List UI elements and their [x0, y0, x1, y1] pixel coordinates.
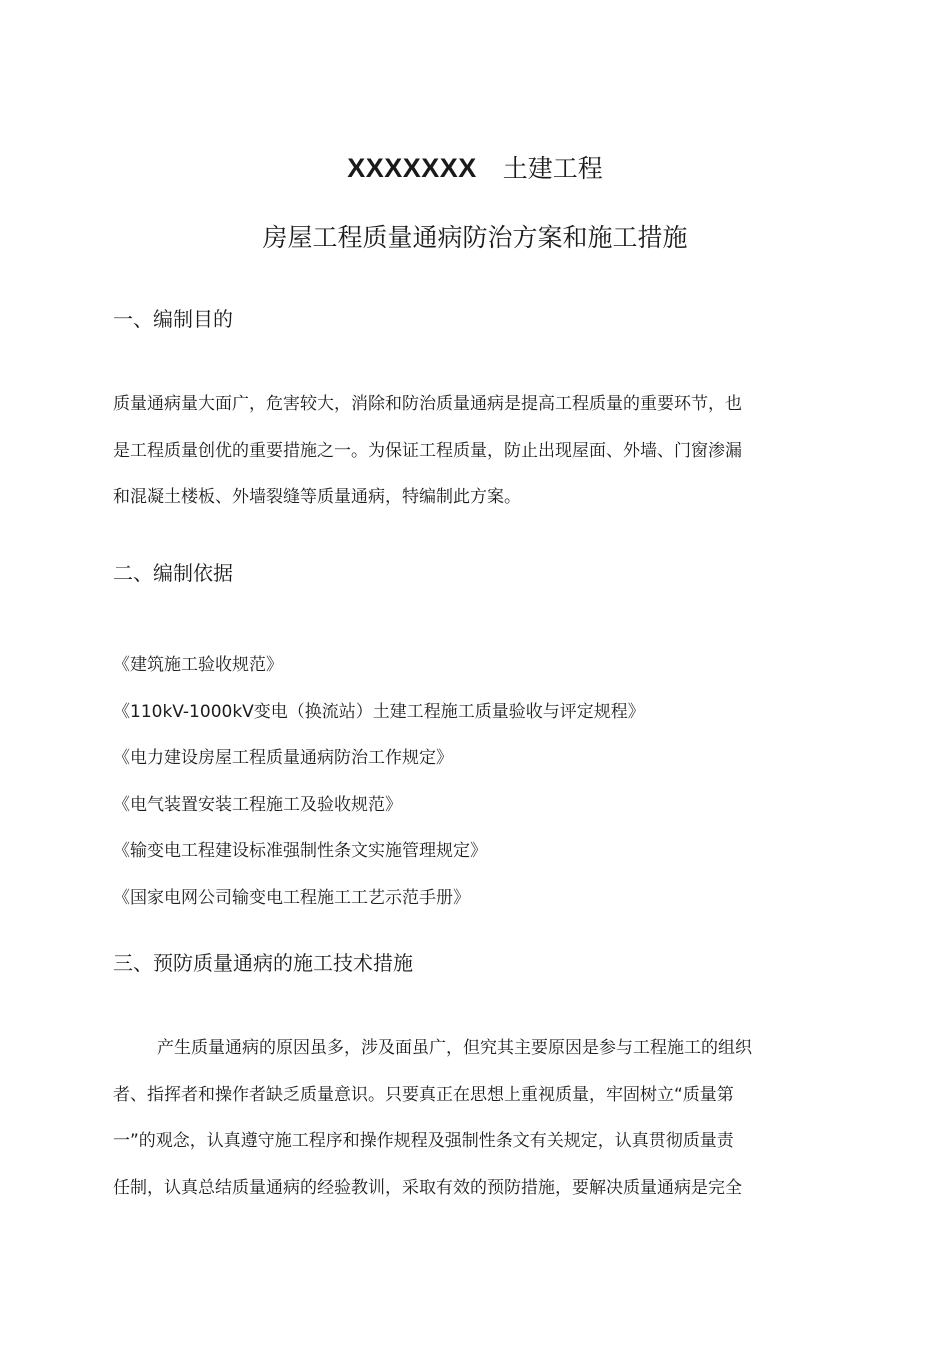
paragraph-line: 者、指挥者和操作者缺乏质量意识。只要真正在思想上重视质量，牢固树立“质量第 [113, 1084, 734, 1105]
section-measures-paragraph [113, 1025, 793, 1211]
paragraph-line: 产生质量通病的原因虽多，涉及面虽广，但究其主要原因是参与工程施工的组织 [157, 1038, 752, 1058]
reference-item: 《建筑施工验收规范》 [113, 655, 283, 675]
reference-item: 《国家电网公司输变电工程施工工艺示范手册》 [113, 887, 470, 908]
reference-item: 《110kV-1000kV变电（换流站）土建工程施工质量验收与评定规程》 [113, 701, 645, 722]
paragraph-line: 是工程质量创优的重要措施之一。为保证工程质量，防止出现屋面、外墙、门窗渗漏 [113, 440, 742, 461]
paragraph-line: 和混凝土楼板、外墙裂缝等质量通病，特编制此方案。 [113, 487, 521, 507]
title-code: XXXXXXX [347, 153, 477, 183]
paragraph-line: 一”的观念，认真遵守施工程序和操作规程及强制性条文有关规定，认真贯彻质量责 [113, 1131, 734, 1151]
reference-item: 《电力建设房屋工程质量通病防治工作规定》 [113, 748, 453, 768]
document-subtitle: 房屋工程质量通病防治方案和施工措施 [262, 223, 688, 252]
paragraph-line: 任制，认真总结质量通病的经验教训，采取有效的预防措施，要解决质量通病是完全 [113, 1177, 742, 1198]
section-purpose-paragraph [113, 381, 793, 521]
reference-item: 《电气装置安装工程施工及验收规范》 [113, 794, 402, 815]
reference-list [113, 642, 645, 921]
section-heading-purpose: 一、编制目的 [113, 307, 233, 331]
paragraph-line: 质量通病量大面广，危害较大，消除和防治质量通病是提高工程质量的重要环节，也 [113, 394, 742, 414]
title-project: 土建工程 [502, 154, 603, 183]
section-heading-basis: 二、编制依据 [113, 561, 233, 585]
reference-item: 《输变电工程建设标准强制性条文实施管理规定》 [113, 841, 487, 861]
section-heading-measures: 三、预防质量通病的施工技术措施 [113, 951, 413, 975]
document-title [0, 148, 950, 189]
